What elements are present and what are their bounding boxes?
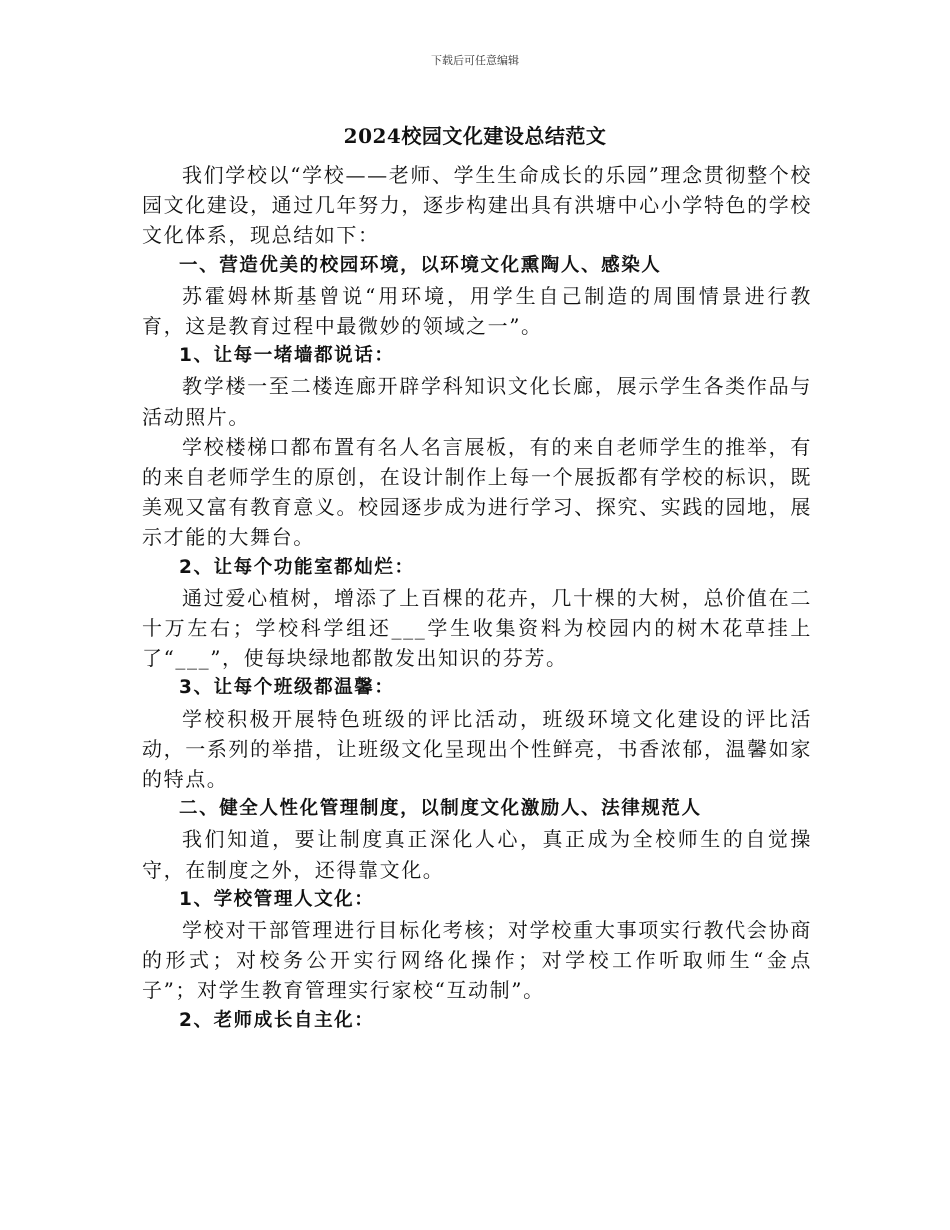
paragraph: 我们学校以“学校——老师、学生生命成长的乐园”理念贯彻整个校园文化建设，通过几年努力，逐步构建出具有洪塘中心小学特色的学校文化体系，现总结如下： [142,163,812,248]
subsection-heading: 1、让每一堵墙都说话： [179,345,395,367]
paragraph: 苏霍姆林斯基曾说“用环境，用学生自己制造的周围情景进行教育，这是教育过程中最微妙的领域之一”。 [142,283,812,339]
document-body [142,160,812,1036]
section-heading: 一、营造优美的校园环境，以环境文化熏陶人、感染人 [179,254,662,276]
subsection-heading: 2、让每个功能室都灿烂： [179,556,415,578]
document-title: 2024校园文化建设总结范文 [343,124,607,148]
subsection-heading: 1、学校管理人文化： [179,888,375,910]
paragraph: 教学楼一至二楼连廊开辟学科知识文化长廊，展示学生各类作品与活动照片。 [142,374,812,429]
section-heading: 二、健全人性化管理制度，以制度文化激励人、法律规范人 [179,798,702,820]
paragraph: 我们知道，要让制度真正深化人心，真正成为全校师生的自觉操守，在制度之外，还得靠文化。 [142,827,812,882]
subsection-heading: 3、让每个班级都温馨： [179,677,395,699]
paragraph: 学校对干部管理进行目标化考核；对学校重大事项实行教代会协商的形式；对校务公开实行网络化操作；对学校工作听取师生“金点子”；对学生教育管理实行家校“互动制”。 [142,918,812,1003]
paragraph: 学校楼梯口都布置有名人名言展板，有的来自老师学生的推举，有的来自老师学生的原创，在设计制作上每一个展扳都有学校的标识，既美观又富有教育意义。校园逐步成为进行学习、探究、实践的园地，展示才能的大舞台。 [142,434,812,550]
header-note: 下载后可任意编辑 [431,54,519,67]
paragraph: 学校积极开展特色班级的评比活动，班级环境文化建设的评比活动，一系列的举措，让班级文化呈现出个性鲜亮，书香浓郁，温馨如家的特点。 [142,706,812,792]
paragraph: 通过爱心植树，增添了上百棵的花卉，几十棵的大树，总价值在二十万左右；学校科学组还___学生收集资料为校园内的树木花草挂上了“___”，使每块绿地都散发出知识的芬芳。 [142,585,812,671]
subsection-heading: 2、老师成长自主化： [179,1009,375,1031]
